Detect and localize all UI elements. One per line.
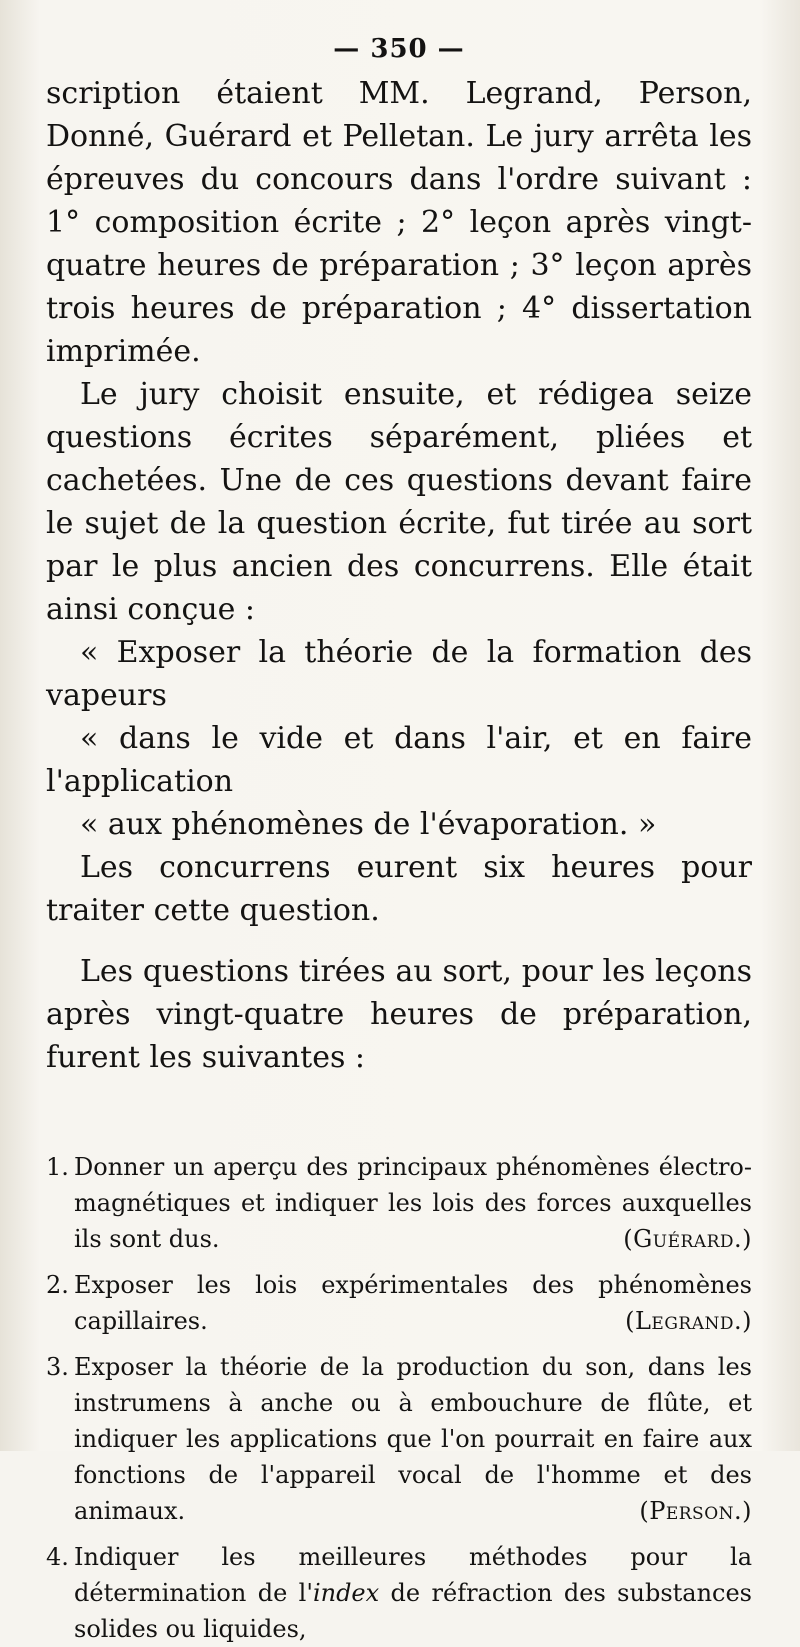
question-number: 1. xyxy=(46,1153,69,1181)
paragraph-gap xyxy=(46,932,752,950)
question-author: (Guérard.) xyxy=(623,1225,752,1253)
body-text xyxy=(46,72,752,1079)
paragraph-questions-intro: Les questions tirées au sort, pour les leçons après vingt-quatre heures de préparation, furent les suivantes : xyxy=(46,954,752,1075)
section-gap xyxy=(46,1079,752,1149)
quote-line-3: « aux phénomènes de l'évaporation. » xyxy=(80,807,657,842)
question-item xyxy=(46,1267,752,1339)
paragraph-jury: Le jury choisit ensuite, et rédigea seize questions écrites séparément, pliées et cachetées. Une de ces questions devant faire le sujet de la question écrite, fut tirée au sort par le plus ancien des concurrens. Elle était ainsi conçue : xyxy=(46,377,752,627)
question-text-end: de réfraction des substances solides ou liquides, xyxy=(74,1579,752,1643)
question-text-start: Indiquer les meilleures méthodes pour la détermination de l' xyxy=(74,1543,752,1607)
question-item xyxy=(46,1349,752,1529)
questions-list xyxy=(46,1149,752,1647)
paragraph-continuation: scription étaient MM. Legrand, Person, Donné, Guérard et Pelletan. Le jury arrêta les épreuves du concours dans l'ordre suivant : 1° composition écrite ; 2° leçon après vingt-quatre heures de préparation ; 3° leçon après trois heures de préparation ; 4° dissertation imprimée. xyxy=(46,76,752,369)
question-text: Exposer la théorie de la production du son, dans les instrumens à anche ou à embouchure de flûte, et indiquer les applications que l'on pourrait en faire aux fonctions de l'appareil vocal de l'homme et des animaux. xyxy=(74,1353,752,1525)
question-author: (Person.) xyxy=(639,1497,752,1525)
question-number: 3. xyxy=(46,1353,69,1381)
question-text-italic: index xyxy=(312,1579,380,1607)
question-number: 2. xyxy=(46,1271,69,1299)
question-text: Exposer les lois expérimentales des phénomènes capillaires. xyxy=(74,1271,752,1335)
question-author: (Legrand.) xyxy=(625,1307,752,1335)
quote-line-2: « dans le vide et dans l'air, et en faire l'application xyxy=(46,721,752,799)
question-item xyxy=(46,1539,752,1647)
question-number: 4. xyxy=(46,1543,69,1571)
page-number: — 350 — xyxy=(333,34,465,64)
paragraph-concurrens: Les concurrens eurent six heures pour traiter cette question. xyxy=(46,850,752,928)
question-text: Donner un aperçu des principaux phénomènes électro-magnétiques et indiquer les lois des forces auxquelles ils sont dus. xyxy=(74,1153,752,1253)
quote-line-1: « Exposer la théorie de la formation des vapeurs xyxy=(46,635,752,713)
question-item xyxy=(46,1149,752,1257)
